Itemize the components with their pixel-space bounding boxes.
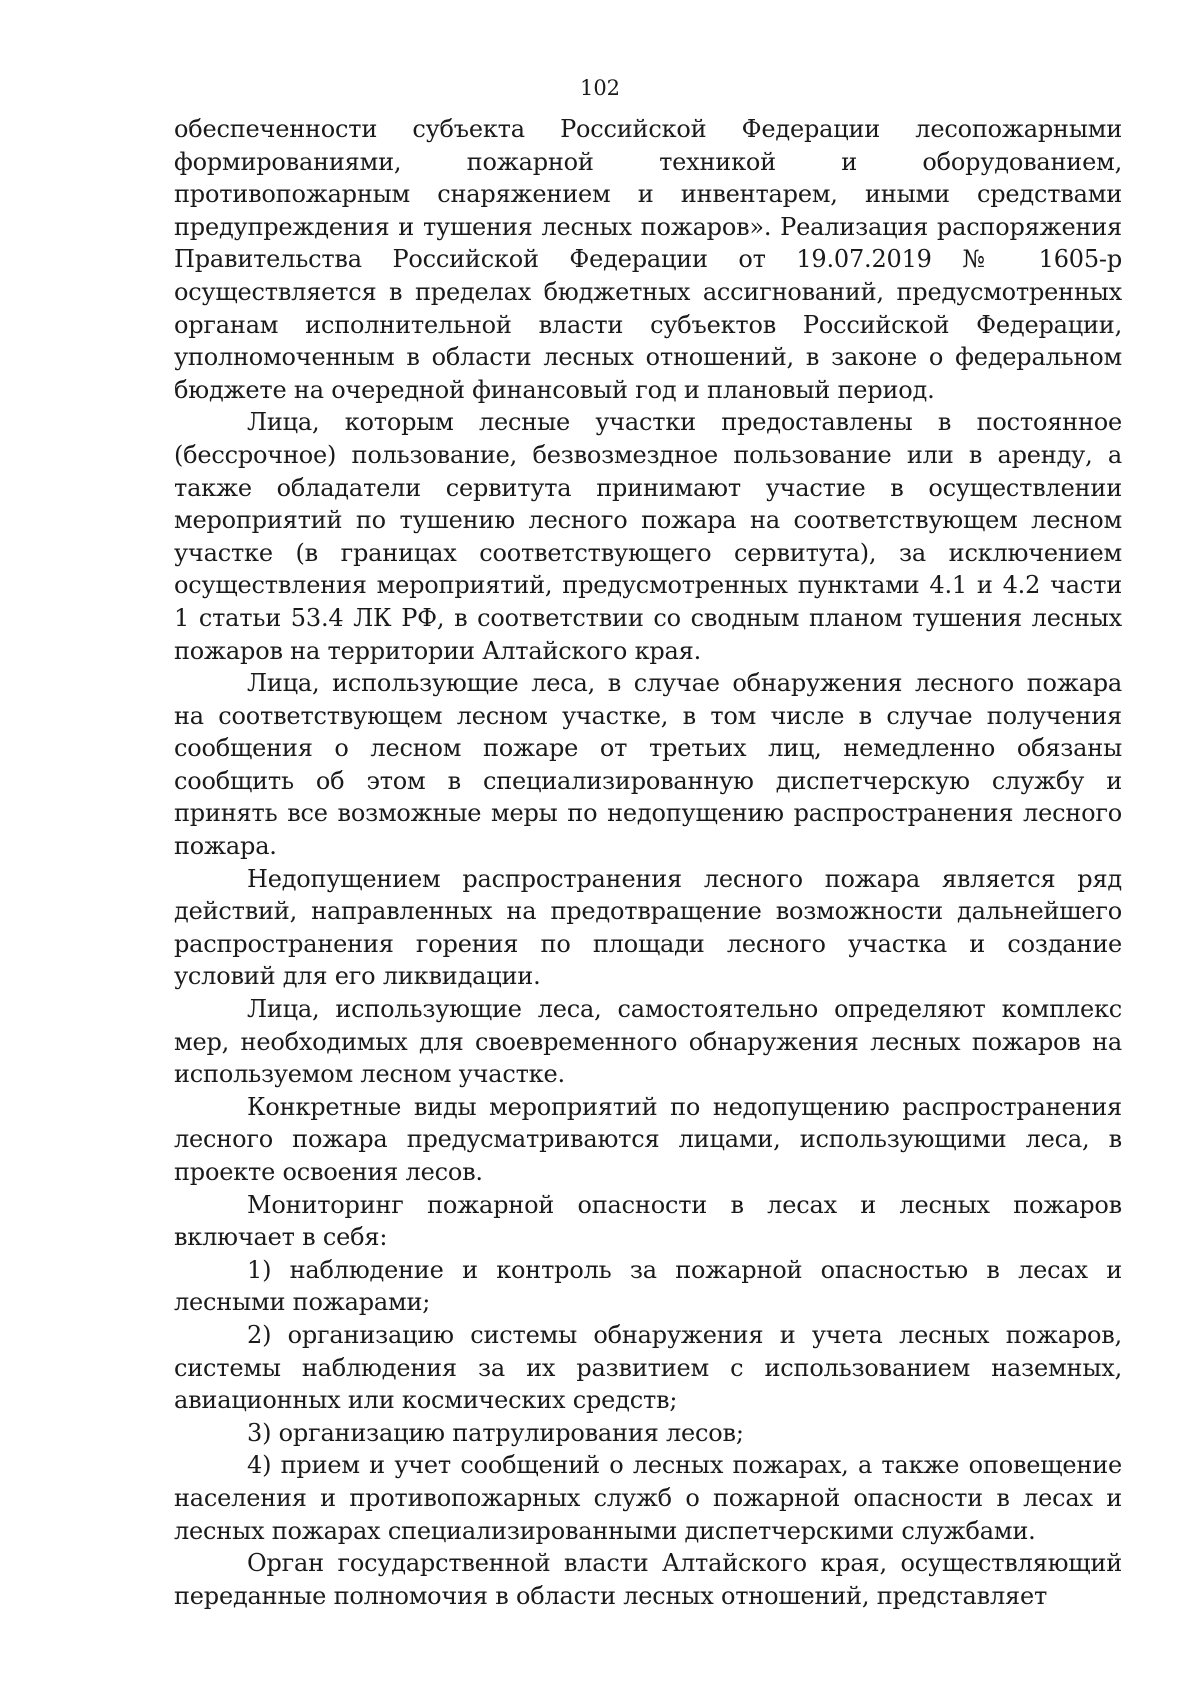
paragraph-2: Лица, которым лесные участки предоставлены в постоянное (бессрочное) пользование, безвозмездное пользование или в аренду, а также обладатели сервитута принимают участие в осуществлении мероприятий по тушению лесного пожара на соответствующем лесном участке (в границах соответствующего сервитута), за исключением осуществления мероприятий, предусмотренных пунктами 4.1 и 4.2 части 1 статьи 53.4 ЛК РФ, в соответствии со сводным планом тушения лесных пожаров на территории Алтайского края. [174, 408, 1122, 665]
paragraph-5: Лица, использующие леса, самостоятельно определяют комплекс мер, необходимых для своевременного обнаружения лесных пожаров на используемом лесном участке. [174, 995, 1122, 1089]
page-number: 102 [579, 76, 621, 100]
paragraph-1: обеспеченности субъекта Российской Федерации лесопожарными формированиями, пожарной техникой и оборудованием, противопожарным снаряжением и инвентарем, иными средствами предупреждения и тушения лесных пожаров». Реализация распоряжения Правительства Российской Федерации от 19.07.2019 № 1605-р осуществляется в пределах бюджетных ассигнований, предусмотренных органам исполнительной власти субъектов Российской Федерации, уполномоченным в области лесных отношений, в законе о федеральном бюджете на очередной финансовый год и плановый период. [174, 115, 1122, 404]
paragraph-8: Орган государственной власти Алтайского края, осуществляющий переданные полномочия в области лесных отношений, представляет [174, 1549, 1122, 1610]
list-item-4: 4) прием и учет сообщений о лесных пожарах, а также оповещение населения и противопожарных служб о пожарной опасности в лесах и лесных пожарах специализированными диспетчерскими службами. [174, 1451, 1122, 1545]
paragraph-3: Лица, использующие леса, в случае обнаружения лесного пожара на соответствующем лесном участке, в том числе в случае получения сообщения о лесном пожаре от третьих лиц, немедленно обязаны сообщить об этом в специализированную диспетчерскую службу и принять все возможные меры по недопущению распространения лесного пожара. [174, 669, 1122, 861]
document-body [174, 113, 1122, 1612]
paragraph-6: Конкретные виды мероприятий по недопущению распространения лесного пожара предусматриваются лицами, использующими леса, в проекте освоения лесов. [174, 1092, 1122, 1186]
list-item-1: 1) наблюдение и контроль за пожарной опасностью в лесах и лесными пожарами; [174, 1255, 1122, 1317]
paragraph-7: Мониторинг пожарной опасности в лесах и лесных пожаров включает в себя: [174, 1190, 1122, 1252]
list-item-3: 3) организацию патрулирования лесов; [247, 1418, 744, 1447]
list-item-2: 2) организацию системы обнаружения и учета лесных пожаров, системы наблюдения за их развитием с использованием наземных, авиационных или космических средств; [174, 1320, 1122, 1415]
paragraph-4: Недопущением распространения лесного пожара является ряд действий, направленных на предотвращение возможности дальнейшего распространения горения по площади лесного участка и создание условий для его ликвидации. [174, 864, 1122, 991]
